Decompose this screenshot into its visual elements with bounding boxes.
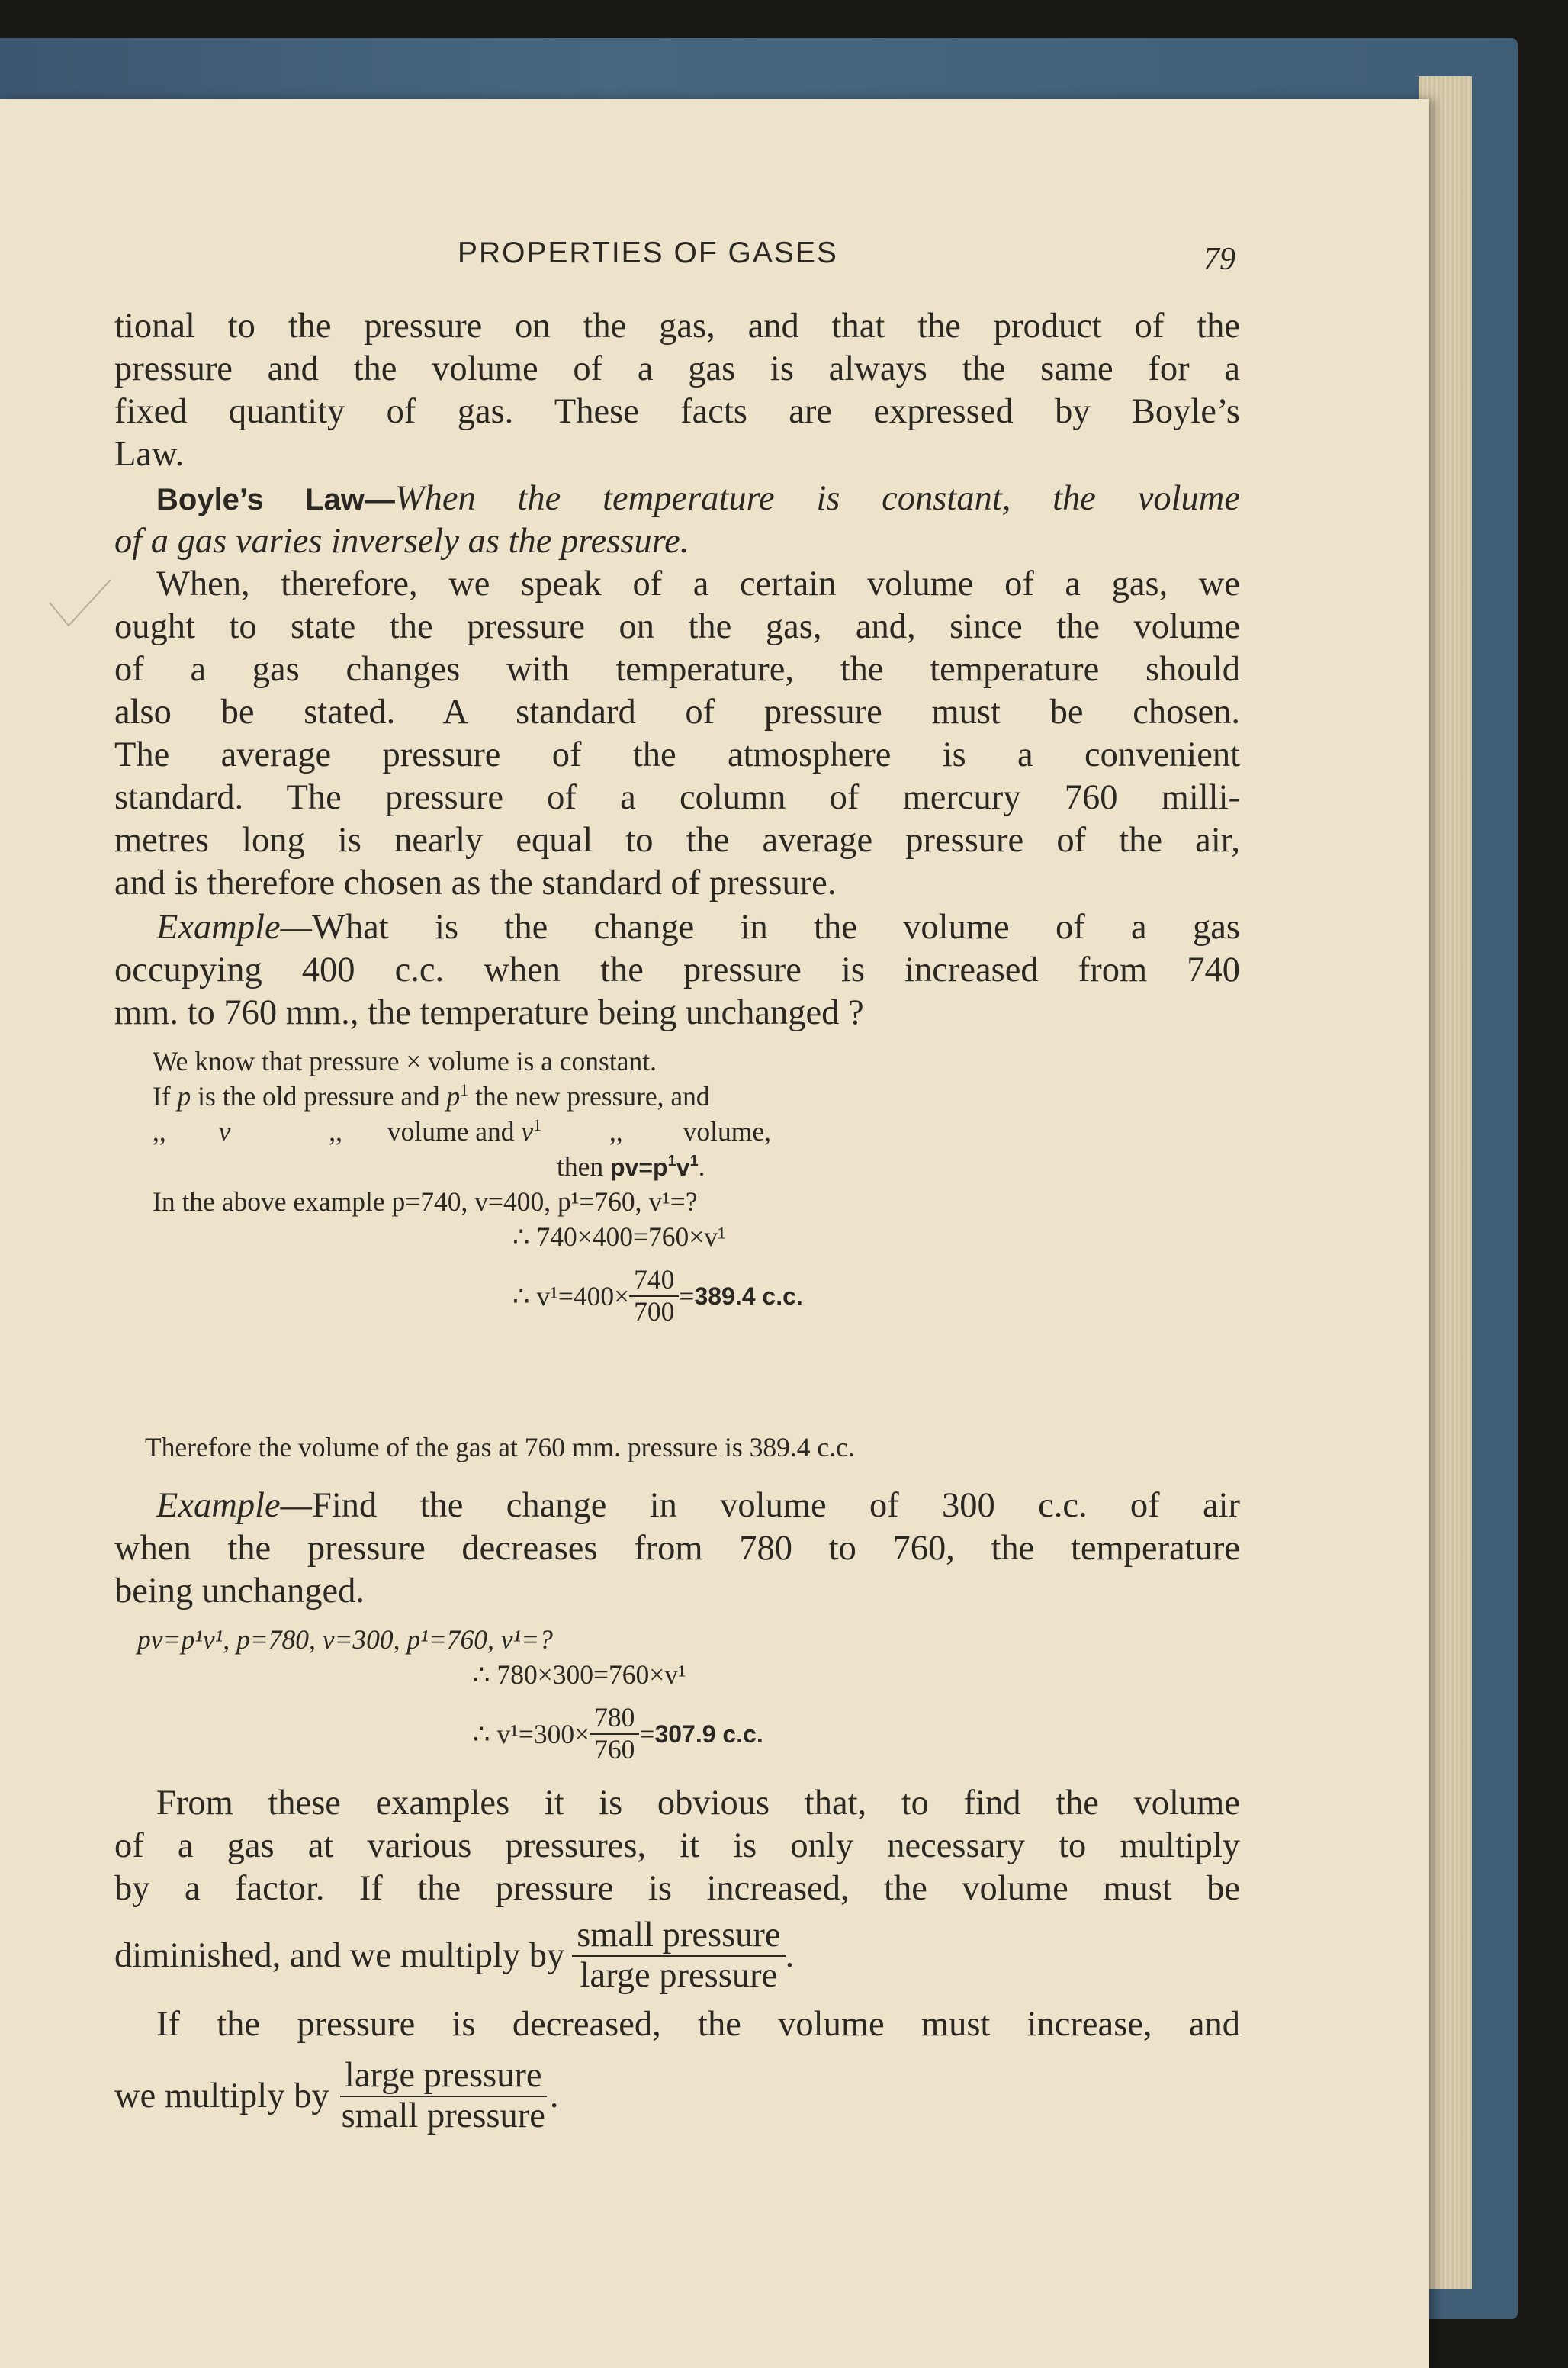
work-line: then $pv=p^1v^1$.	[557, 1151, 705, 1182]
text-line: and is therefore chosen as the standard of pressure.	[114, 864, 837, 902]
text-line: mm. to 760 mm., the temperature being unchanged ?	[114, 993, 864, 1032]
text-line: tional to the pressure on the gas, and that the product of the	[114, 307, 1240, 346]
fraction: $\frac{780}{760}$	[590, 1704, 639, 1763]
work-line: Therefore the volume of the gas at 760 mm. pressure is 389.4 c.c.	[145, 1432, 855, 1462]
text-line: When, therefore, we speak of a certain volume of a gas, we	[156, 565, 1240, 603]
text-line: we multiply by $\frac{\text{large pressure}}{\text{small pressure}}$ .	[114, 2056, 559, 2135]
example-label: Example—	[156, 1486, 313, 1525]
work-line: We know that pressure × volume is a constant.	[153, 1046, 657, 1076]
text-line: diminished, and we multiply by $\frac{\text{small pressure}}{\text{large pressure}}$ .	[114, 1916, 795, 1995]
text-line: of a gas varies inversely as the pressure.	[114, 522, 689, 561]
work-line: ∴ v¹=300× $\frac{780}{760}$ = 307.9 c.c.	[473, 1702, 763, 1765]
text-line: also be stated. A standard of pressure must be chosen.	[114, 693, 1240, 732]
fraction: $\frac{\text{small pressure}}{\text{large pressure}}$	[572, 1918, 785, 1993]
example-label: Example—	[156, 908, 313, 947]
work-line: If p is the old pressure and $p^1$ the new pressure, and	[153, 1080, 710, 1112]
text-line: when the pressure decreases from 780 to 760, the temperature	[114, 1529, 1240, 1568]
text-line: Example—What is the change in the volume of a gas	[156, 908, 1240, 947]
work-line: pv=p¹v¹, p=780, v=300, p¹=760, v¹=?	[137, 1624, 553, 1655]
text-line: Example—Find the change in volume of 300 c.c. of air	[156, 1486, 1240, 1525]
work-line: ,, v ,, volume and $v^1$ ,, volume,	[153, 1115, 772, 1147]
text-line: by a factor. If the pressure is increased, the volume must be	[114, 1869, 1240, 1908]
text-line: of a gas changes with temperature, the temperature should	[114, 650, 1240, 689]
page-number: 79	[1203, 242, 1235, 277]
text-line: standard. The pressure of a column of mercury 760 milli-	[114, 778, 1240, 817]
text-line: The average pressure of the atmosphere is a convenient	[114, 735, 1240, 774]
text-line: ought to state the pressure on the gas, and, since the volume	[114, 607, 1240, 646]
fraction: $\frac{740}{700}$	[629, 1266, 679, 1325]
work-line: ∴ 780×300=760×v¹	[473, 1659, 686, 1690]
text-line: If the pressure is decreased, the volume must increase, and	[156, 2005, 1240, 2044]
text-line: being unchanged.	[114, 1572, 365, 1610]
text-line: occupying 400 c.c. when the pressure is increased from 740	[114, 951, 1240, 989]
text-line: of a gas at various pressures, it is only necessary to multiply	[114, 1826, 1240, 1865]
text-line: fixed quantity of gas. These facts are expressed by Boyle’s	[114, 392, 1240, 431]
text-line: metres long is nearly equal to the average pressure of the air,	[114, 821, 1240, 860]
pencil-mark	[46, 572, 114, 633]
book-page	[0, 99, 1429, 2368]
law-text: When the temperature is constant, the volume	[394, 479, 1240, 518]
work-line: ∴ 740×400=760×v¹	[512, 1221, 726, 1252]
work-line: ∴ v¹=400× $\frac{740}{700}$ = 389.4 c.c.	[512, 1264, 803, 1327]
fraction: $\frac{\text{large pressure}}{\text{small pressure}}$	[341, 2056, 545, 2135]
text-line: Law.	[114, 435, 185, 474]
law-label: Boyle’s Law—	[156, 483, 395, 516]
text-line: pressure and the volume of a gas is always the same for a	[114, 349, 1240, 388]
text-line: From these examples it is obvious that, to find the volume	[156, 1784, 1240, 1823]
running-head: PROPERTIES OF GASES	[458, 236, 838, 269]
work-line: In the above example p=740, v=400, p¹=760, v¹=?	[153, 1186, 698, 1217]
text-line	[156, 478, 1240, 521]
